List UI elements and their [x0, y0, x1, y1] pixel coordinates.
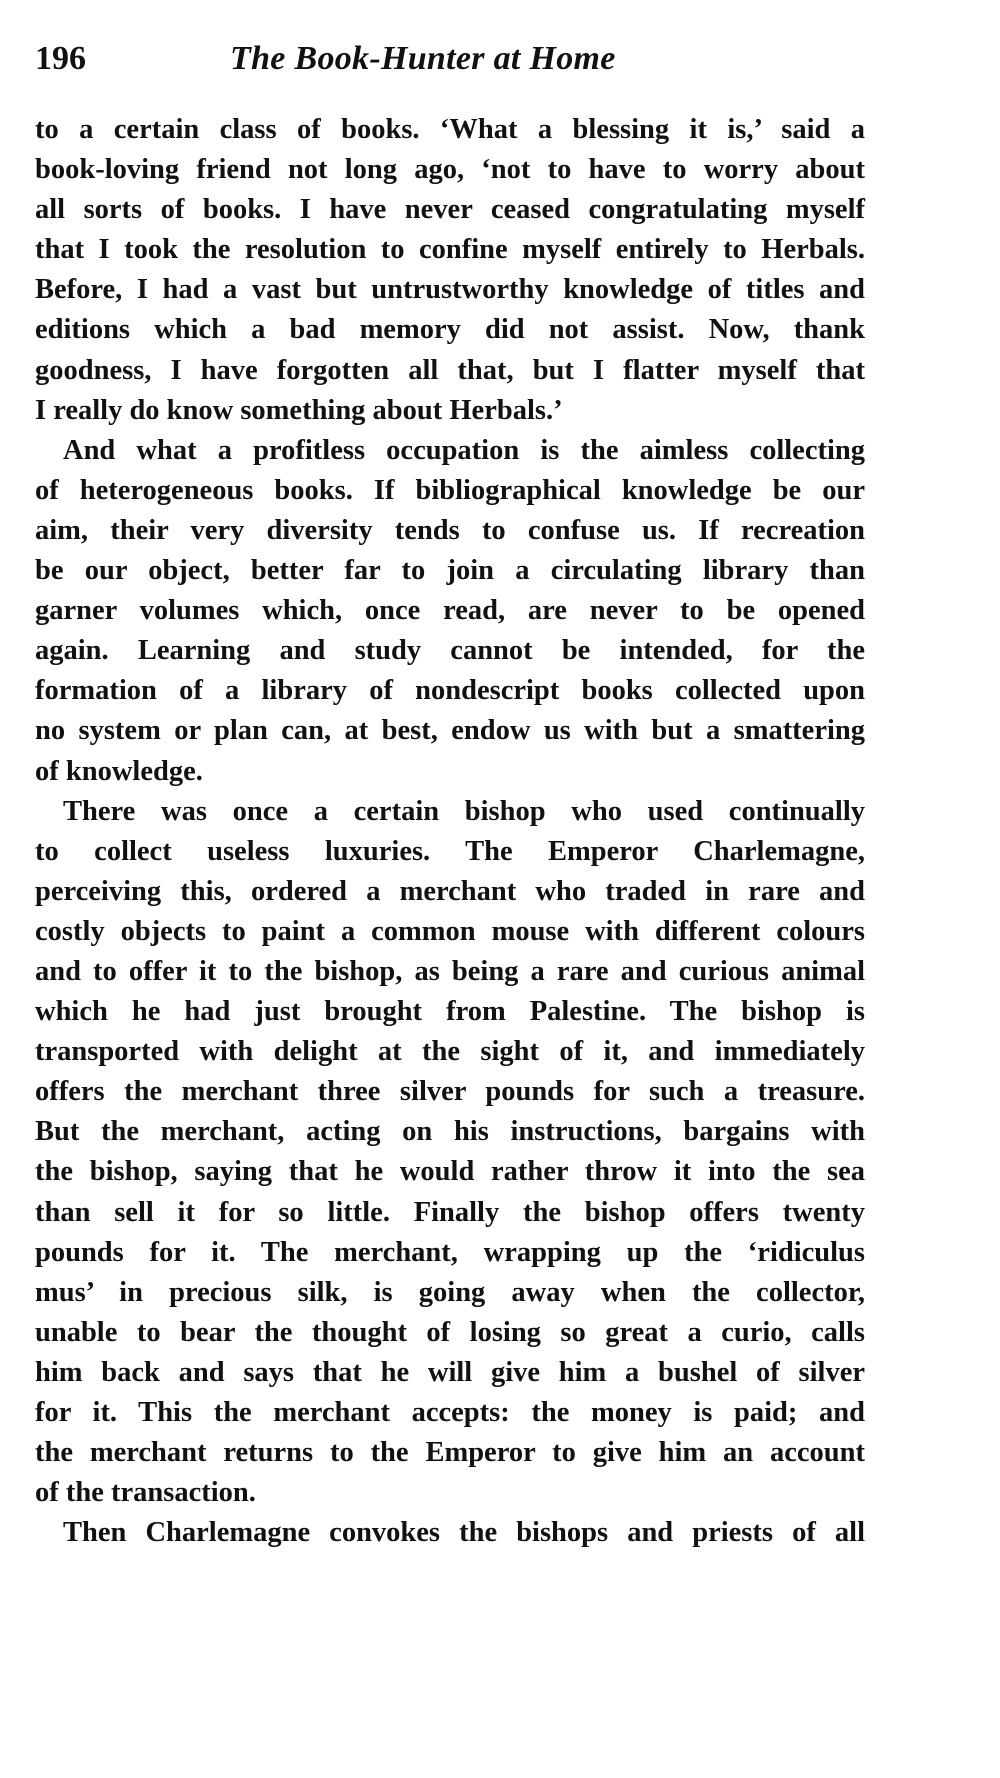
- text-line: all sorts of books. I have never ceased congratulating myself: [35, 194, 865, 226]
- text-line: garner volumes which, once read, are never to be opened: [35, 595, 865, 627]
- text-line: formation of a library of nondescript books collected upon: [35, 675, 865, 707]
- text-line: the bishop, saying that he would rather throw it into the sea: [35, 1156, 865, 1188]
- text-line: which he had just brought from Palestine. The bishop is: [35, 996, 865, 1028]
- text-line: mus’ in precious silk, is going away when the collector,: [35, 1276, 865, 1308]
- text-line: of heterogeneous books. If bibliographical knowledge be our: [35, 474, 865, 506]
- text-line: editions which a bad memory did not assist. Now, thank: [35, 314, 865, 346]
- page-number: 196: [35, 40, 86, 77]
- text-line: him back and says that he will give him a bushel of silver: [35, 1356, 865, 1388]
- text-line: Then Charlemagne convokes the bishops and priests of all: [63, 1517, 865, 1549]
- text-line: to a certain class of books. ‘What a blessing it is,’ said a: [35, 114, 865, 145]
- text-line: goodness, I have forgotten all that, but I flatter myself that: [35, 354, 865, 386]
- text-line: pounds for it. The merchant, wrapping up the ‘ridiculus: [35, 1236, 865, 1268]
- running-title: The Book-Hunter at Home: [230, 40, 616, 77]
- text-line: offers the merchant three silver pounds for such a treasure.: [35, 1076, 865, 1108]
- text-line: costly objects to paint a common mouse with different colours: [35, 915, 865, 947]
- text-line: transported with delight at the sight of it, and immediately: [35, 1036, 865, 1068]
- text-line: the merchant returns to the Emperor to give him an account: [35, 1437, 865, 1469]
- text-line: be our object, better far to join a circulating library than: [35, 555, 865, 587]
- text-line: of the transaction.: [35, 1477, 256, 1509]
- text-line: than sell it for so little. Finally the bishop offers twenty: [35, 1196, 865, 1228]
- body-text: [35, 110, 865, 1553]
- text-line: again. Learning and study cannot be intended, for the: [35, 635, 865, 667]
- text-line: aim, their very diversity tends to confuse us. If recreation: [35, 514, 865, 546]
- text-line: to collect useless luxuries. The Emperor Charlemagne,: [35, 835, 865, 867]
- text-line: There was once a certain bishop who used continually: [63, 795, 865, 827]
- text-line: and to offer it to the bishop, as being a rare and curious animal: [35, 955, 865, 987]
- text-line: I really do know something about Herbals.’: [35, 394, 563, 426]
- text-line: Before, I had a vast but untrustworthy knowledge of titles and: [35, 274, 865, 306]
- text-line: perceiving this, ordered a merchant who traded in rare and: [35, 875, 865, 907]
- text-line: no system or plan can, at best, endow us with but a smattering: [35, 715, 865, 747]
- text-line: of knowledge.: [35, 755, 203, 787]
- running-head: [35, 30, 870, 88]
- text-line: But the merchant, acting on his instructions, bargains with: [35, 1116, 865, 1148]
- text-line: book-loving friend not long ago, ‘not to have to worry about: [35, 154, 865, 186]
- text-line: unable to bear the thought of losing so great a curio, calls: [35, 1316, 865, 1348]
- text-line: And what a profitless occupation is the aimless collecting: [63, 434, 865, 466]
- text-line: that I took the resolution to confine myself entirely to Herbals.: [35, 234, 865, 266]
- text-line: for it. This the merchant accepts: the money is paid; and: [35, 1397, 865, 1428]
